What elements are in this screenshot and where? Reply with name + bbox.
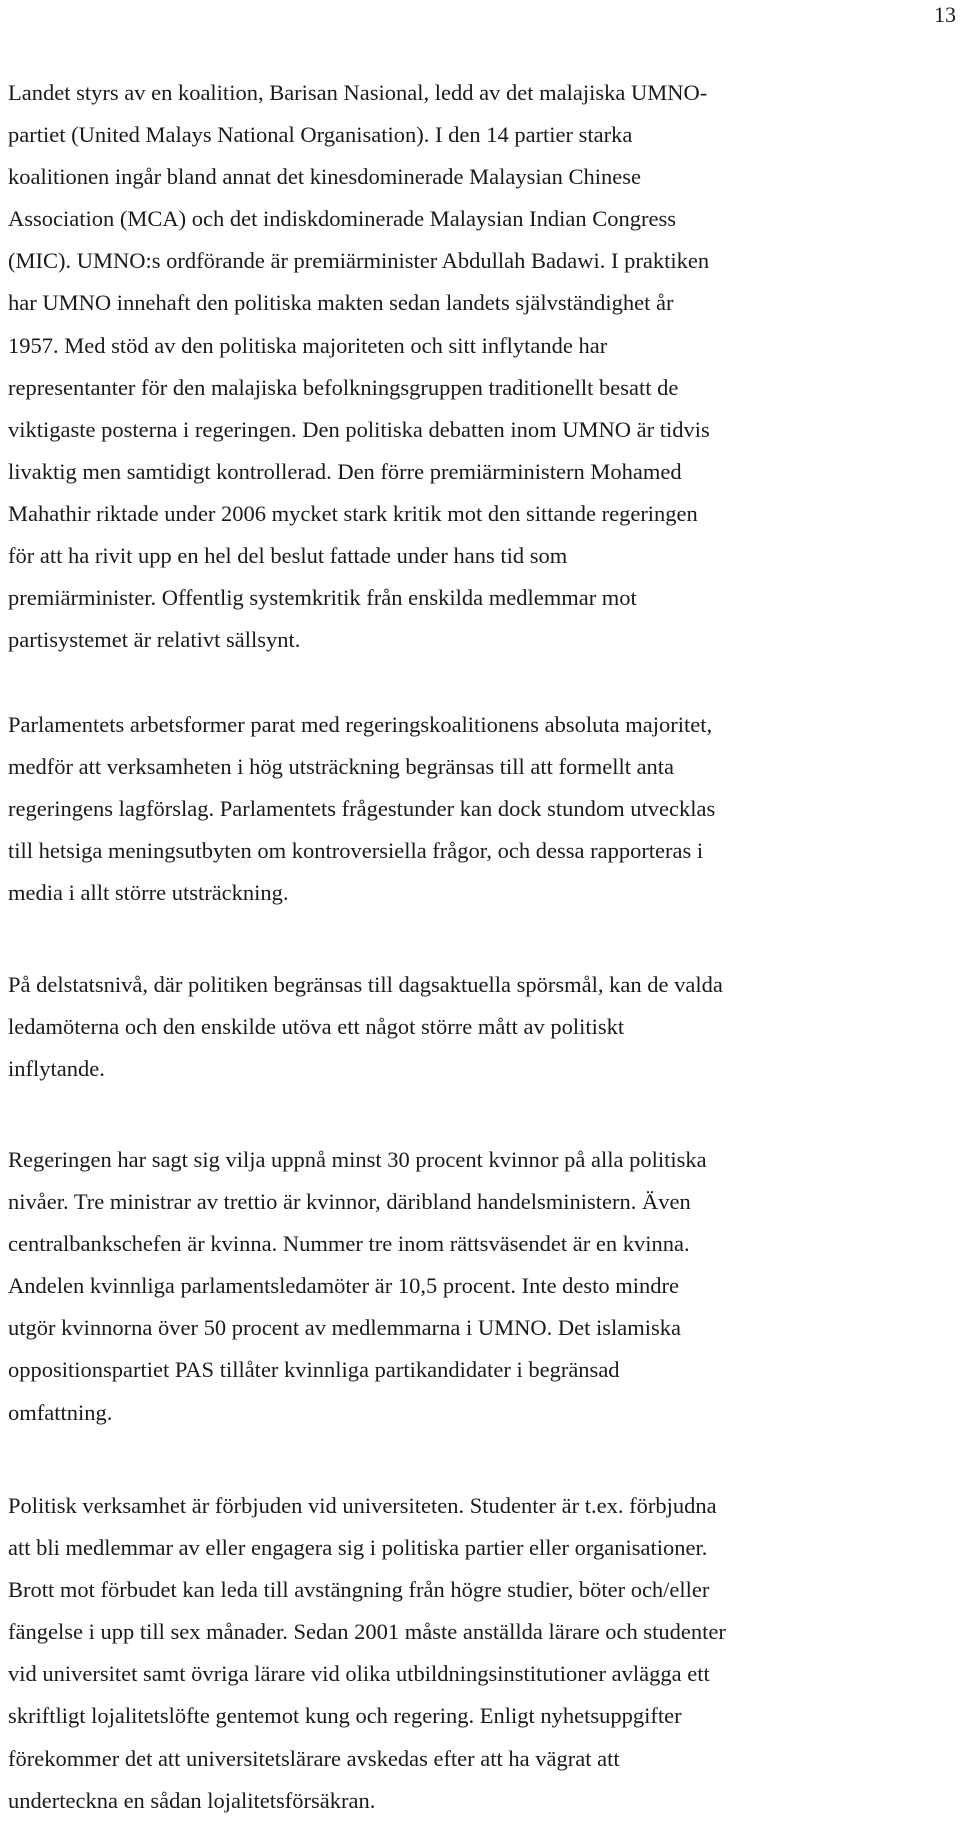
text-line: att bli medlemmar av eller engagera sig i politiska partier eller organisationer. — [8, 1535, 708, 1561]
text-line: utgör kvinnorna över 50 procent av medlemmarna i UMNO. Det islamiska — [8, 1315, 681, 1341]
paragraph-women — [8, 1139, 958, 1434]
text-line: nivåer. Tre ministrar av trettio är kvinnor, däribland handelsministern. Även — [8, 1189, 691, 1215]
page-number: 13 — [934, 2, 956, 27]
text-line: oppositionspartiet PAS tillåter kvinnliga partikandidater i begränsad — [8, 1357, 620, 1383]
paragraph-parliament — [8, 704, 958, 914]
text-line: underteckna en sådan lojalitetsförsäkran. — [8, 1787, 376, 1813]
text-line: Association (MCA) och det indiskdominerade Malaysian Indian Congress — [8, 206, 677, 232]
text-line: fängelse i upp till sex månader. Sedan 2001 måste anställda lärare och studenter — [8, 1619, 726, 1645]
text-line: har UMNO innehaft den politiska makten sedan landets självständighet år — [8, 290, 674, 316]
text-line: 1957. Med stöd av den politiska majoriteten och sitt inflytande har — [8, 332, 608, 358]
text-line: Politisk verksamhet är förbjuden vid universiteten. Studenter är t.ex. förbjudna — [8, 1493, 717, 1518]
text-line: partisystemet är relativt sällsynt. — [8, 627, 301, 653]
text-line: premiärminister. Offentlig systemkritik från enskilda medlemmar mot — [8, 585, 637, 611]
text-line: ledamöterna och den enskilde utöva ett något större mått av politiskt — [8, 1014, 625, 1040]
text-line: skriftligt lojalitetslöfte gentemot kung och regering. Enligt nyhetsuppgifter — [8, 1703, 682, 1729]
text-line: för att ha rivit upp en hel del beslut fattade under hans tid som — [8, 543, 568, 569]
text-line: Andelen kvinnliga parlamentsledamöter är 10,5 procent. Inte desto mindre — [8, 1273, 680, 1299]
text-line: Brott mot förbudet kan leda till avstängning från högre studier, böter och/eller — [8, 1577, 710, 1603]
paragraph-state-level — [8, 964, 958, 1090]
text-line: koalitionen ingår bland annat det kinesdominerade Malaysian Chinese — [8, 164, 641, 190]
text-line: partiet (United Malays National Organisation). I den 14 partier starka — [8, 122, 633, 148]
text-line: Mahathir riktade under 2006 mycket stark kritik mot den sittande regeringen — [8, 500, 698, 526]
text-line: Regeringen har sagt sig vilja uppnå minst 30 procent kvinnor på alla politiska — [8, 1147, 707, 1172]
paragraph-coalition — [8, 72, 958, 661]
text-line: representanter för den malajiska befolkningsgruppen traditionellt besatt de — [8, 374, 679, 400]
text-line: Landet styrs av en koalition, Barisan Nasional, ledd av det malajiska UMNO- — [8, 80, 708, 105]
text-line: media i allt större utsträckning. — [8, 880, 289, 906]
text-line: medför att verksamheten i hög utsträckning begränsas till att formellt anta — [8, 754, 675, 780]
text-line: regeringens lagförslag. Parlamentets frågestunder kan dock stundom utvecklas — [8, 796, 716, 822]
text-line: förekommer det att universitetslärare avskedas efter att ha vägrat att — [8, 1745, 620, 1771]
text-line: till hetsiga meningsutbyten om kontroversiella frågor, och dessa rapporteras i — [8, 838, 704, 864]
text-line: (MIC). UMNO:s ordförande är premiärminister Abdullah Badawi. I praktiken — [8, 248, 710, 274]
text-line: viktigaste posterna i regeringen. Den politiska debatten inom UMNO är tidvis — [8, 416, 710, 442]
text-line: vid universitet samt övriga lärare vid olika utbildningsinstitutioner avlägga ett — [8, 1661, 710, 1687]
text-line: livaktig men samtidigt kontrollerad. Den förre premiärministern Mohamed — [8, 458, 682, 484]
text-line: centralbankschefen är kvinna. Nummer tre inom rättsväsendet är en kvinna. — [8, 1231, 690, 1257]
text-line: inflytande. — [8, 1056, 105, 1082]
paragraph-universities — [8, 1485, 958, 1822]
text-line: Parlamentets arbetsformer parat med regeringskoalitionens absoluta majoritet, — [8, 712, 713, 737]
text-line: omfattning. — [8, 1399, 113, 1425]
text-line: På delstatsnivå, där politiken begränsas till dagsaktuella spörsmål, kan de valda — [8, 972, 723, 997]
